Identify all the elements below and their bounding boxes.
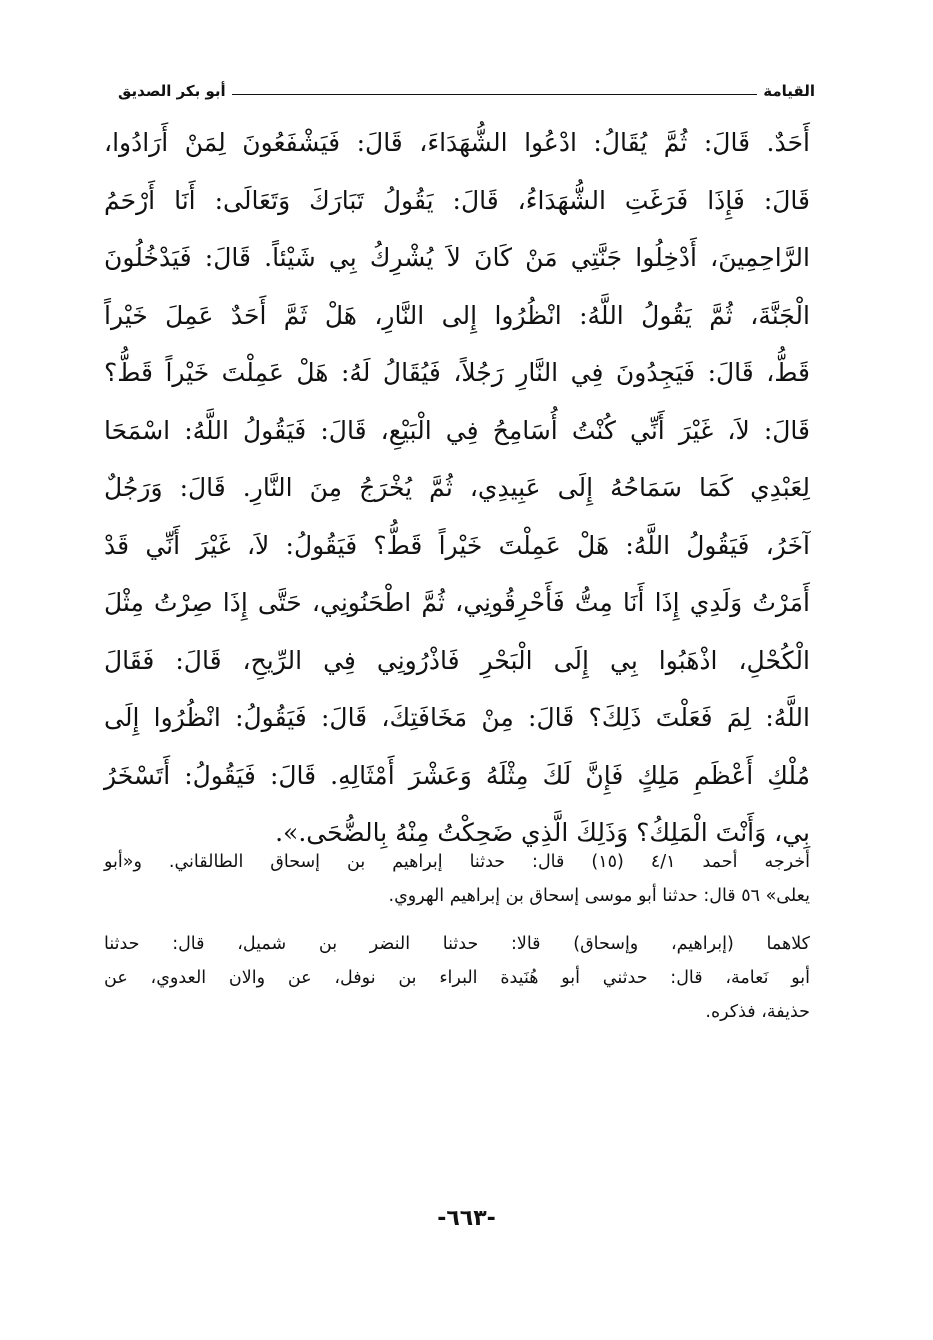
text-line: الْكُحْلِ، اذْهَبُوا بِي إِلَى الْبَحْرِ فَاذْرُونِي فِي الرِّيحِ، قَالَ: فَقَالَ [104, 645, 810, 675]
footnote-paragraph [104, 927, 810, 1029]
footnote-line: يعلى» ٥٦ قال: حدثنا أبو موسى إسحاق بن إبراهيم الهروي. [388, 886, 810, 906]
footnotes [104, 845, 810, 1029]
footnote-line: حذيفة، فذكره. [705, 1002, 810, 1022]
text-line: بِي، وَأَنْتَ الْمَلِكُ؟ وَذَلِكَ الَّذِي ضَحِكْتُ مِنْهُ بِالضُّحَى.». [275, 818, 810, 847]
text-line: الْجَنَّةَ، ثُمَّ يَقُولُ اللَّهُ: انْظُرُوا إِلى النَّارِ، هَلْ ثَمَّ أَحَدٌ عَمِلَ خَيْراً [104, 300, 810, 330]
running-header [118, 70, 815, 100]
footnote-paragraph [104, 845, 810, 913]
chapter-title: القيامة [763, 82, 815, 100]
text-line: لِعَبْدِي كَمَا سَمَاحُهُ إِلَى عَبِيدِي، ثُمَّ يُخْرَجُ مِنَ النَّارِ. قَالَ: وَرَجُلٌ [104, 473, 810, 502]
header-rule [232, 94, 758, 95]
section-title: أبو بكر الصديق [118, 82, 226, 100]
text-line: الرَّاحِمِينَ، أَدْخِلُوا جَنَّتِي مَنْ كَانَ لاَ يُشْرِكُ بِي شَيْئاً. قَالَ: فَيَدْخُلُونَ [104, 243, 810, 272]
footnote-line: أخرجه أحمد ٤/١ (١٥) قال: حدثنا إبراهيم بن إسحاق الطالقاني. و«أبو [104, 852, 810, 872]
text-line: أَمَرْتُ وَلَدِي إِذَا أَنَا مِتُّ فَأَحْرِقُونِي، ثُمَّ اطْحَنُونِي، حَتَّى إِذَا صِرْتُ مِثْلَ [104, 588, 810, 617]
footnote-line: كلاهما (إبراهيم، وإسحاق) قالا: حدثنا النضر بن شميل، قال: حدثنا [104, 934, 810, 954]
page-number: -٦٦٣- [437, 1206, 496, 1231]
text-line: قَطُّ، قَالَ: فَيَجِدُونَ فِي النَّارِ رَجُلاً، فَيُقَالُ لَهُ: هَلْ عَمِلْتَ خَيْراً قَطُّ؟ [104, 358, 810, 387]
text-line: آخَرُ، فَيَقُولُ اللَّهُ: هَلْ عَمِلْتَ خَيْراً قَطُّ؟ فَيَقُولُ: لاَ، غَيْرَ أَنِّي قَدْ [104, 530, 810, 560]
text-line: اللَّهُ: لِمَ فَعَلْتَ ذَلِكَ؟ قَالَ: مِنْ مَخَافَتِكَ، قَالَ: فَيَقُولُ: انْظُرُوا إِلَى [104, 703, 810, 732]
text-line: قَالَ: فَإِذَا فَرَغَتِ الشُّهَدَاءُ، قَالَ: يَقُولُ تَبَارَكَ وَتَعَالَى: أَنَا أَرْحَمُ [104, 185, 810, 215]
footnote-line: أبو نَعامة، قال: حدثني أبو هُنَيدة البراء بن نوفل، عن والان العدوي، عن [104, 968, 810, 988]
text-line: قَالَ: لاَ، غَيْرَ أَنِّي كُنْتُ أُسَامِحُ فِي الْبَيْعِ، قَالَ: فَيَقُولُ اللَّهُ: اسْمَحَا [104, 415, 810, 445]
text-line: أَحَدٌ. قَالَ: ثُمَّ يُقَالُ: ادْعُوا الشُّهَدَاءَ، قَالَ: فَيَشْفَعُونَ لِمَنْ أَرَادُوا، [104, 128, 811, 157]
main-text [104, 114, 810, 862]
text-line: مُلْكِ أَعْظَمِ مَلِكٍ فَإِنَّ لَكَ مِثْلَهُ وَعَشْرَ أَمْثَالِهِ. قَالَ: فَيَقُولُ: أَتَسْخَرُ [104, 760, 810, 790]
